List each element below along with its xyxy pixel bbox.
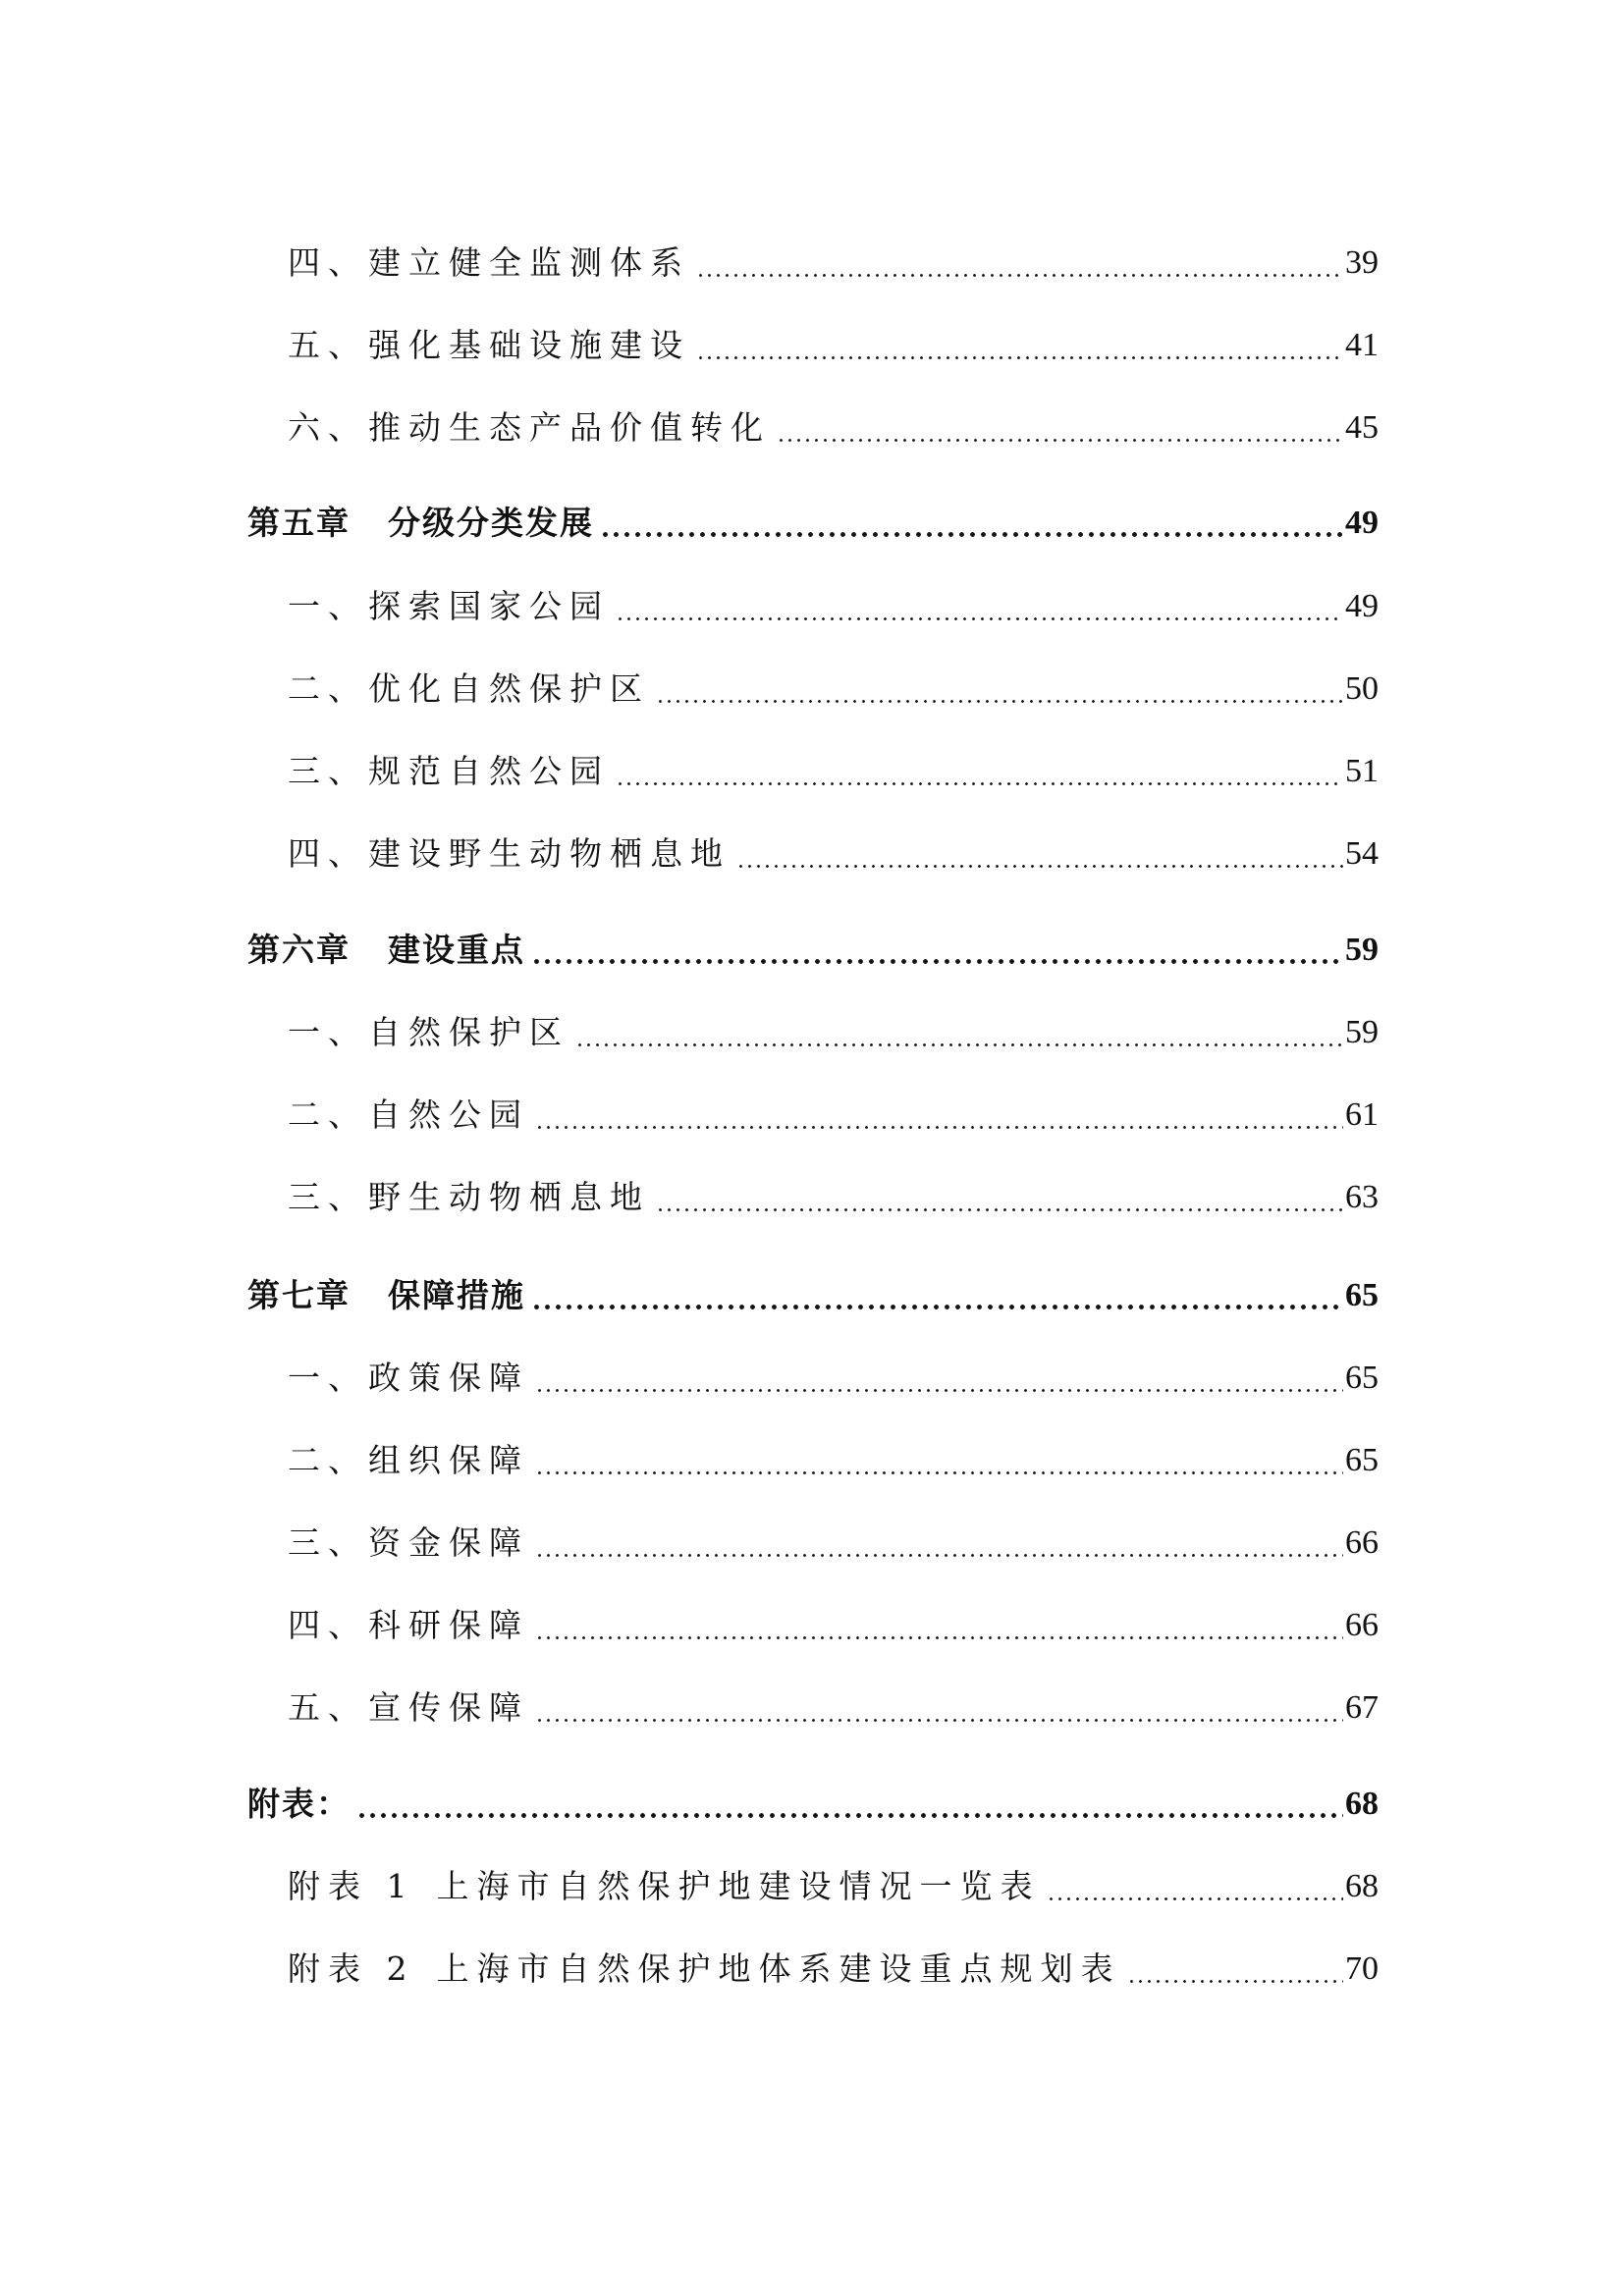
toc-page-number: 66 — [1345, 1607, 1379, 1643]
toc-entry-appendix-item[interactable] — [288, 1863, 1379, 1910]
toc-entry-section[interactable] — [288, 1520, 1379, 1567]
toc-page-number: 68 — [1345, 1868, 1379, 1904]
toc-chapter-label — [247, 1272, 531, 1319]
toc-page-number: 61 — [1345, 1096, 1379, 1133]
toc-entry-label: 三、野生动物栖息地 — [288, 1174, 656, 1221]
dot-leader — [531, 1272, 1343, 1319]
dot-leader — [356, 1781, 1343, 1828]
chapter-title: 保障措施 — [388, 1276, 525, 1314]
dot-leader — [777, 404, 1343, 452]
toc-page-number: 51 — [1345, 753, 1379, 789]
toc-entry-label: 二、自然公园 — [288, 1092, 535, 1139]
appendix-number: 附表 1 — [288, 1867, 415, 1905]
dot-leader — [696, 240, 1343, 287]
dot-leader — [616, 583, 1343, 630]
dot-leader — [535, 1602, 1343, 1649]
toc-entry-section[interactable] — [288, 240, 1379, 287]
toc-entry-section[interactable] — [288, 583, 1379, 630]
dot-leader — [531, 927, 1343, 974]
toc-entry-chapter[interactable] — [247, 500, 1379, 547]
toc-entry-label: 一、政策保障 — [288, 1355, 535, 1402]
appendix-title: 上海市自然保护地体系建设重点规划表 — [436, 1949, 1121, 1988]
toc-appendix-item-label — [288, 1863, 1047, 1910]
dot-leader — [600, 500, 1343, 547]
toc-entry-label: 二、组织保障 — [288, 1437, 535, 1484]
toc-entry-appendix[interactable] — [247, 1781, 1379, 1828]
chapter-title: 分级分类发展 — [388, 504, 594, 542]
dot-leader — [535, 1684, 1343, 1732]
toc-page-number: 63 — [1345, 1179, 1379, 1215]
dot-leader — [535, 1092, 1343, 1139]
dot-leader — [736, 830, 1343, 878]
toc-appendix-label: 附表： — [247, 1781, 356, 1828]
toc-page-number: 67 — [1345, 1689, 1379, 1726]
toc-entry-section[interactable] — [288, 1602, 1379, 1649]
toc-entry-label: 四、建立健全监测体系 — [288, 240, 696, 287]
dot-leader — [656, 1174, 1343, 1221]
toc-page-number: 49 — [1345, 588, 1379, 624]
toc-entry-label: 三、资金保障 — [288, 1520, 535, 1567]
toc-entry-section[interactable] — [288, 748, 1379, 795]
toc-page-number: 59 — [1345, 1014, 1379, 1050]
toc-chapter-label — [247, 927, 531, 974]
chapter-number: 第六章 — [247, 931, 351, 969]
toc-entry-section[interactable] — [288, 1009, 1379, 1056]
toc-appendix-item-label — [288, 1946, 1127, 1993]
dot-leader — [696, 322, 1343, 369]
toc-entry-label: 五、宣传保障 — [288, 1684, 535, 1732]
toc-entry-label: 四、建设野生动物栖息地 — [288, 830, 736, 878]
toc-entry-label: 一、探索国家公园 — [288, 583, 616, 630]
toc-page-number: 49 — [1345, 505, 1379, 541]
dot-leader — [535, 1355, 1343, 1402]
toc-entry-label: 三、规范自然公园 — [288, 748, 616, 795]
toc-entry-section[interactable] — [288, 1684, 1379, 1732]
toc-page-number: 70 — [1345, 1950, 1379, 1987]
toc-entry-label: 一、自然保护区 — [288, 1009, 575, 1056]
toc-page-number: 65 — [1345, 1360, 1379, 1396]
toc-entry-chapter[interactable] — [247, 927, 1379, 974]
toc-entry-section[interactable] — [288, 1174, 1379, 1221]
dot-leader — [535, 1437, 1343, 1484]
toc-entry-label: 二、优化自然保护区 — [288, 666, 656, 713]
toc-page-number: 50 — [1345, 670, 1379, 707]
toc-entry-section[interactable] — [288, 404, 1379, 452]
chapter-number: 第五章 — [247, 504, 351, 542]
toc-entry-chapter[interactable] — [247, 1272, 1379, 1319]
appendix-number: 附表 2 — [288, 1949, 415, 1988]
toc-page-number: 66 — [1345, 1524, 1379, 1561]
toc-entry-section[interactable] — [288, 1092, 1379, 1139]
chapter-number: 第七章 — [247, 1276, 351, 1314]
chapter-title: 建设重点 — [388, 931, 525, 969]
dot-leader — [616, 748, 1343, 795]
toc-page-number: 65 — [1345, 1277, 1379, 1313]
toc-entry-section[interactable] — [288, 1437, 1379, 1484]
toc-entry-appendix-item[interactable] — [288, 1946, 1379, 1993]
toc-page-number: 39 — [1345, 244, 1379, 281]
toc-page-number: 68 — [1345, 1786, 1379, 1822]
toc-entry-section[interactable] — [288, 1355, 1379, 1402]
toc-entry-section[interactable] — [288, 322, 1379, 369]
toc-page-number: 59 — [1345, 932, 1379, 968]
toc-entry-label: 六、推动生态产品价值转化 — [288, 404, 777, 452]
appendix-title: 上海市自然保护地建设情况一览表 — [436, 1867, 1041, 1905]
toc-page-number: 65 — [1345, 1442, 1379, 1478]
dot-leader — [1127, 1946, 1344, 1993]
toc-entry-section[interactable] — [288, 666, 1379, 713]
toc-page-number: 41 — [1345, 327, 1379, 363]
toc-entry-section[interactable] — [288, 830, 1379, 878]
dot-leader — [656, 666, 1343, 713]
toc-chapter-label — [247, 500, 600, 547]
toc-page-number: 54 — [1345, 835, 1379, 872]
toc-entry-label: 四、科研保障 — [288, 1602, 535, 1649]
dot-leader — [1047, 1863, 1344, 1910]
toc-page-number: 45 — [1345, 409, 1379, 446]
dot-leader — [535, 1520, 1343, 1567]
dot-leader — [575, 1009, 1343, 1056]
toc-entry-label: 五、强化基础设施建设 — [288, 322, 696, 369]
